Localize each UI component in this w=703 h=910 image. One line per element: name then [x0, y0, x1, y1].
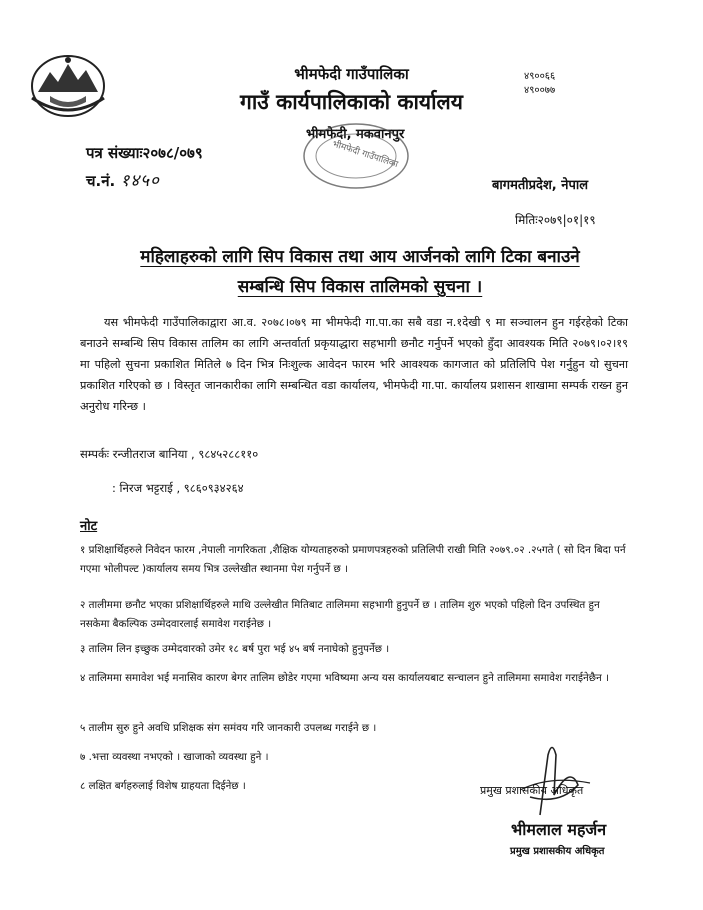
headline-line: सम्बन्धि सिप विकास तालिमको सुचना । [237, 277, 483, 297]
contact-person: सम्पर्कः रन्जीतराज बानिया , ९८४५२८८११० [80, 447, 259, 461]
signatory-title: प्रमुख प्रशासकीय अधिकृत [480, 784, 584, 797]
province-address: बागमतीप्रदेश, नेपाल [492, 178, 589, 193]
note-item: ४ तालिममा समावेश भई मनासिव कारण बेगर तालिम छोडेर गएमा भविष्यमा अन्य यस कार्यालयबाट सन्चालन हुने तालिममा समावेश गराईनेछैन । [80, 672, 609, 684]
signatory-name: भीमलाल महर्जन [511, 820, 607, 839]
notice-body: यस भीमफेदी गाउँपालिकाद्वारा आ.व. २०७८।०७९ मा भीमफेदी गा.पा.का सबै वडा न.१देखी ९ मा सञ्चालन हुन गईरहेको टिका बनाउने सम्बन्धि सिप विकास तालिम का लागि अन्तर्वार्ता प्रकृयाद्धारा सहभागी छनौट गर्नुपर्ने भएको हुँदा आवश्यक मिति २०७९।०२।१९ मा पहिलो सुचना प्रकाशित मितिले ७ दिन भित्र निःशुल्क आवेदन फारम भरि आवश्यक कागजात को प्रतिलिपि पेश गर्नुहुन यो सुचना प्रकाशित गरिएको छ । विस्तृत जानकारीका लागि सम्बन्धित वडा कार्यालय, भीमफेदी गा.पा. कार्यालय प्रशासन शाखामा सम्पर्क राख्न हुन अनुरोध गरिन्छ । [80, 316, 628, 413]
office-seal-stamp [300, 120, 412, 192]
phone-number: ४९००६६ [524, 71, 556, 82]
chalan-value: १४५० [120, 171, 160, 191]
headline-line: महिलाहरुको लागि सिप विकास तथा आय आर्जनको लागि टिका बनाउने [140, 247, 580, 267]
note-item: १ प्रशिक्षार्थिहरुले निवेदन फारम ,नेपाली नागरिकता ,शैक्षिक योग्यताहरुको प्रमाणपत्रहरुको प्रतिलिपी राखी मिति २०७९.०२ .२५गते ( सो दिन बिदा पर्न गएमा भोलीपल्ट )कार्यालय समय भित्र उल्लेखीत स्थानमा पेश गर्नुपर्ने छ । [80, 544, 626, 575]
note-item: ५ तालीम सुरु हुने अवधि प्रशिक्षक संग समंवय गरि जानकारी उपलब्ध गराईने छ । [80, 722, 377, 734]
office-name: गाउँ कार्यपालिकाको कार्यालय [240, 90, 463, 114]
note-item: ८ लक्षित बर्गहरुलाई विशेष ग्राहयता दिईनेछ । [80, 780, 246, 792]
note-heading: नोट [80, 519, 98, 534]
document-date: मितिः२०७९|०१|१९ [515, 213, 596, 227]
signatory-title-stamp: प्रमुख प्रशासकीय अधिकृत [510, 846, 605, 857]
chalan-label: च.नं. [86, 172, 116, 190]
svg-text:भीमफेदी गाउँपालिका: भीमफेदी गाउँपालिका [330, 139, 400, 171]
reference-number: पत्र संख्याः२०७८/०७९ [86, 144, 203, 162]
handwritten-signature [500, 735, 610, 820]
municipality-name: भीमफेदी गाउँपालिका [294, 65, 409, 83]
phone-numbers [524, 70, 555, 98]
phone-number: ४९००७७ [524, 85, 556, 96]
contact-person: : निरज भट्टराई , ९८६०९३४२६४ [112, 481, 244, 495]
note-item: २ तालीममा छनौट भएका प्रशिक्षार्थिहरुले माथि उल्लेखीत मितिबाट तालिममा सहभागी हुनुपर्ने छ । तालिम शुरु भएको पहिलो दिन उपस्थित हुन नसकेमा बैकल्पिक उम्मेदवारलाई समावेश गराईनेछ । [80, 599, 600, 630]
notice-headline [80, 242, 640, 302]
note-item: ३ तालिम लिन इच्छुक उम्मेदवारको उमेर १८ बर्ष पुरा भई ४५ बर्ष ननाघेको हुनुपर्नेछ । [80, 643, 390, 655]
note-item: ७ .भत्ता व्यवस्था नभएको । खाजाको व्यवस्था हुने । [80, 751, 269, 763]
office-address: भीमफेदी, मकवानपुर [306, 127, 405, 142]
chalan-number [86, 168, 160, 191]
